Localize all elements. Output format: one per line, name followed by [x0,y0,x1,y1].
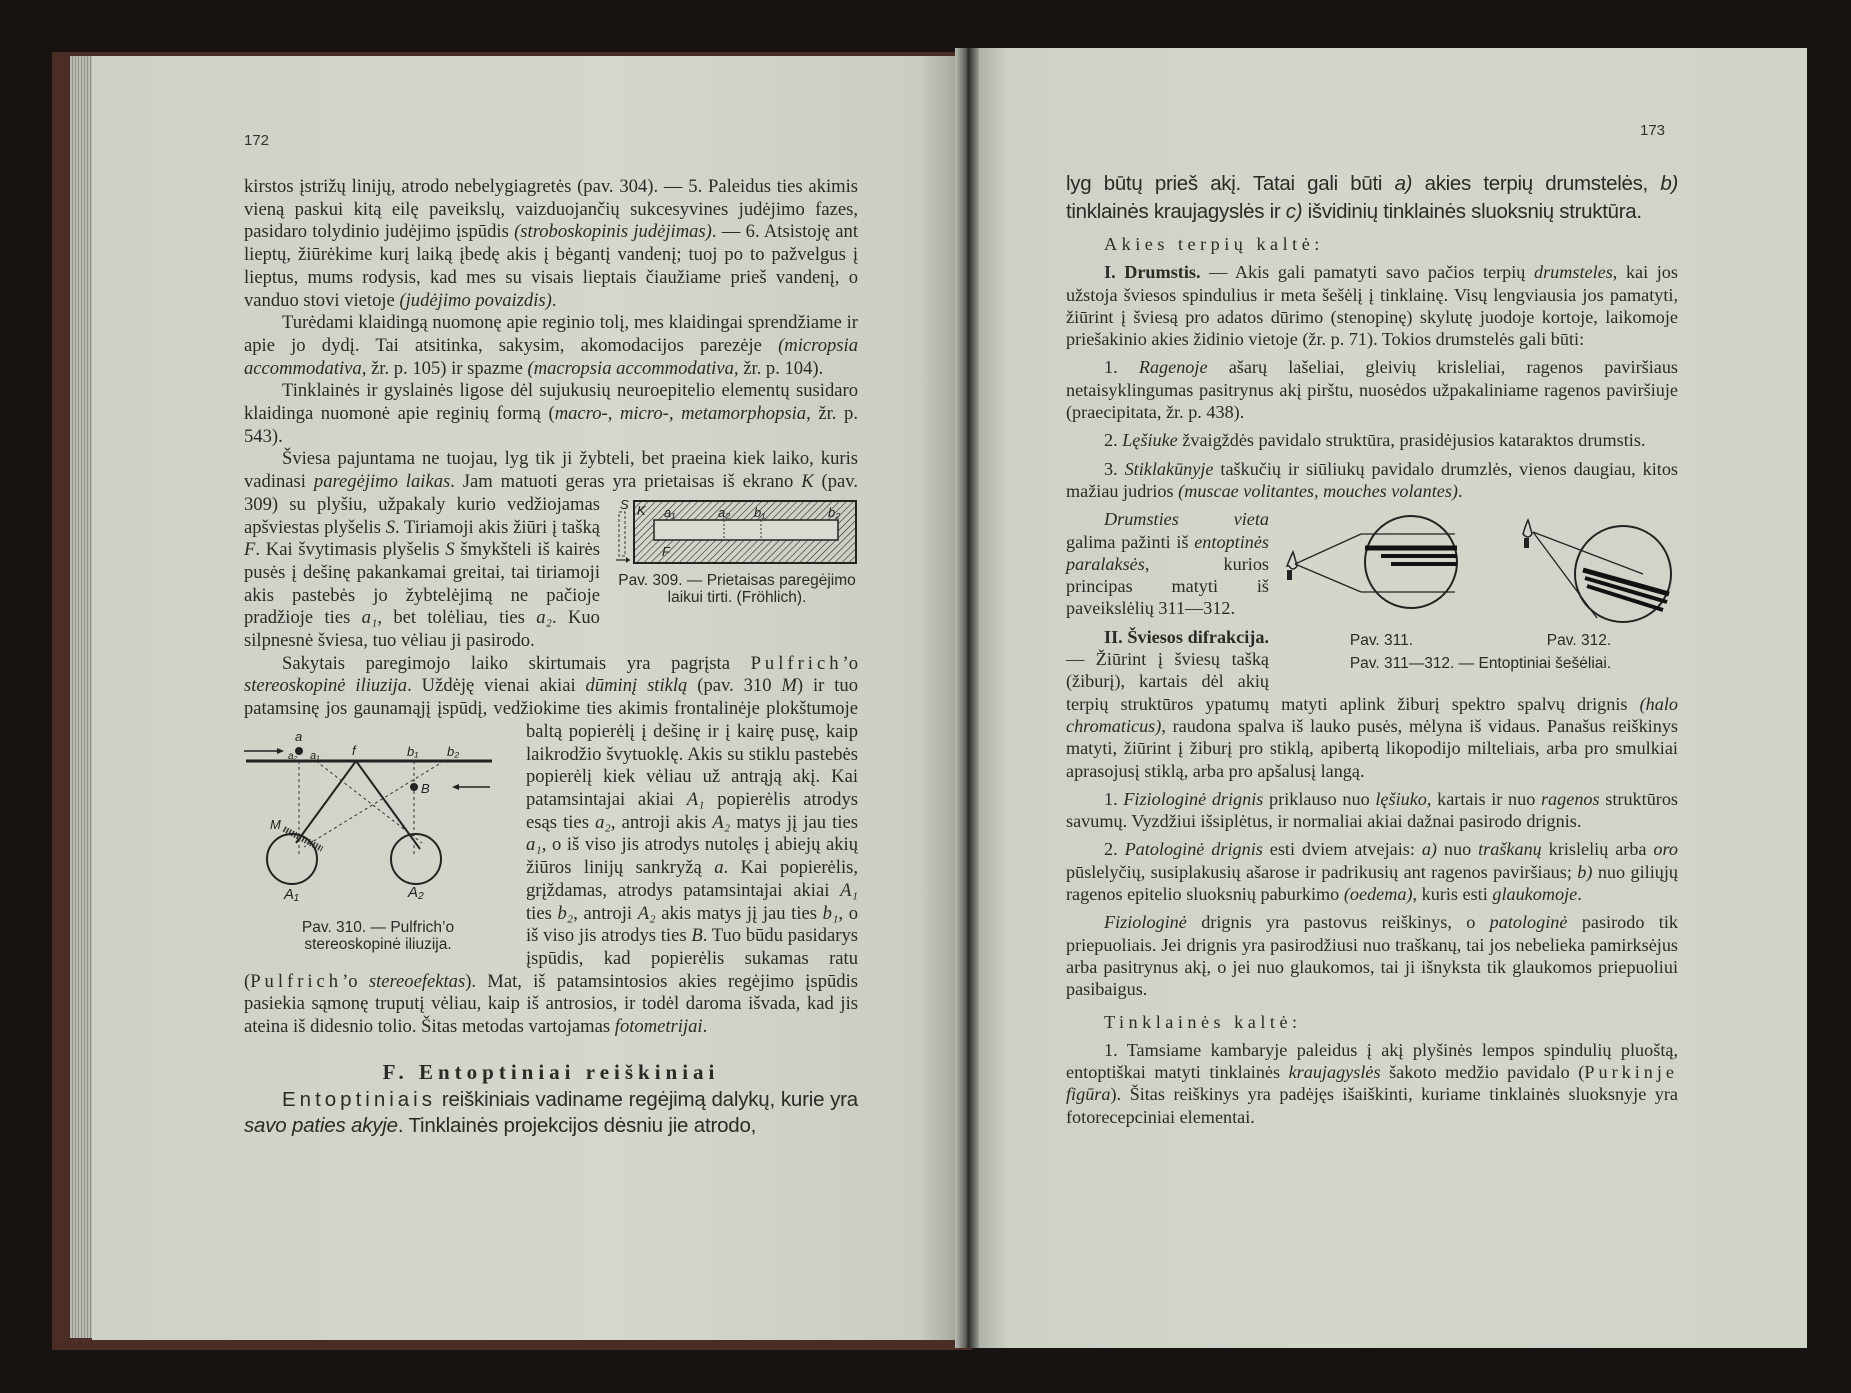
italic-text: A₂ [637,902,656,924]
spaced-text: Entoptiniais [282,1088,436,1112]
bold-text: II. Šviesos difrakcija. [1104,626,1269,647]
text: , o iš viso jis atrodys nutolęs į abiejų akių žiūros linijų sankryžą [526,834,858,879]
italic-text: stereoskopinė iliuzija [244,675,408,697]
paragraph [244,312,858,380]
italic-text: b₂ [557,902,574,924]
paragraph [1066,1039,1678,1128]
subsection-heading: Tinklainės kaltė: [1104,1011,1302,1032]
text: — Žiūrint į šviesų tašką (žiburį), kartais dėl akių terpių struktūros ypatumų matyti aplink žiburį spektro spalvų drignis [1066,649,1640,714]
text: plokštumoje baltą popierėlį į dešinę ir į kairę pusę, kaip laikrodžio švytuoklę. Akis su stiklu pastebės popierėlį kiek vėliau už antrąją akį. Kai patamsintajai akiai [526,698,858,810]
italic-text: savo paties akyje [244,1114,398,1138]
text: kirstos įstrižų linijų, atrodo nebelygiagretės (pav. 304). — 5. Paleidus ties akimis vieną paskui kitą eilę paveikslų, vaizduojančių sukcesyvines judėjimo fazes, pasidaro tolydinio judėjimo įspūdis [244,176,858,243]
spaced-text: Pulfrich [750,652,843,674]
spaced-text: Pulfrich [250,970,343,992]
text: 1. [1104,788,1124,809]
italic-text: a₂ [595,811,611,833]
text: 1. [1104,357,1139,378]
paragraph [1066,356,1678,423]
italic-text: a [714,857,724,879]
text: 1. Tamsiame kambaryje paleidus į akį plyšinės lempos spindulių pluoštą, entoptiškai matyti tinklainės [1066,1039,1678,1083]
figure-311-drawing [1287,516,1457,608]
text: . Kai švytimasis plyšelis [255,539,446,561]
text: . Tiriamoji akis žiūri į tašką [395,516,600,538]
slit [654,520,838,540]
italic-text: (macropsia accommodativa, [527,357,739,379]
text: reiškiniais vadiname regėjimą dalykų, kurie yra [435,1088,858,1112]
text: išvidinių tinklainės sluoksnių struktūra. [1302,199,1642,223]
italic-text: c) [1285,199,1303,223]
text: ). Mat, iš patamsintosios akies regėjimo įspūdis pasiekia sąmonę truputį vėliau, kaip iš antrosios, ir todėl daroma išvada, kad jis ateina iš didesnio tolio. Šitas metodas vartojamas [244,970,858,1038]
italic-text: A₂ [712,811,731,833]
pulfrich-diagram [244,731,506,901]
italic-text: glaukomoje [1492,884,1578,905]
text: nuo giliųjų ragenos epitelio sluoksnių paburkimo [1066,861,1678,905]
text: lyg būtų prieš akį. Tatai gali būti [1066,172,1395,195]
text: ) ir tuo patamsinę jos gaunamąjį įspūdį, vedžiokime ties akimis frontalinėje [244,675,858,720]
italic-text: ragenos [1540,788,1600,809]
italic-text: Fiziologinė drignis [1123,788,1264,809]
label-b: B [421,780,430,796]
italic-text: dūminį stiklą [585,675,688,697]
label-eye-a2: A₂ [408,883,424,901]
text: šakoto medžio pavidalo ( [1380,1062,1585,1083]
text: (pav. 309) su plyšiu, užpakaly kurio vedžiojamas apšviestas plyšelis [244,471,858,538]
italic-text: patologinė [1489,912,1568,933]
text: galima pažinti iš [1066,531,1195,552]
italic-text: paregėjimo laikas [313,471,451,493]
text: . Kai popierėlis, grįždamas, atrodys patamsintajai akiai [526,857,858,901]
text: (pav. 310 [687,675,782,697]
text: taškučių ir siūliukų pavidalo drumzlės, vienos daugiau, kitos mažiau judrios [1066,458,1679,501]
italic-text: drumsteles [1533,262,1613,283]
text: šmykšteli iš kairės pusės į dešinę pakankamai greitai, tai tiriamoji akis pastebės jo žybtelėjimą ne pačioje pradžioje ties [244,539,600,629]
section-heading: F. Entoptiniai reiškiniai [382,1059,720,1084]
label-b1: b₁ [407,743,419,759]
left-page-text [244,176,858,1139]
page-number-left: 172 [244,132,270,149]
italic-text: S [385,516,395,538]
text: ašarų lašeliai, gleivių krisleliai, ragenos paviršiaus netaisyklingumas pasitrynus akį pirštu, nuosėdos užpakaliniame ragenos paviršiuje (praecipitata, žr. p. 438). [1066,357,1679,423]
text: , žr. p. 543). [244,403,858,447]
page-number-right: 173 [1640,122,1666,139]
text: , antroji [573,902,638,924]
text: . Jam matuoti geras yra prietaisas iš ekrano [450,471,802,493]
subsection-heading: Akies terpių kaltė: [1104,234,1324,254]
bold-text: I. Drumstis. [1104,262,1201,283]
text: popierėlis atrodys esąs ties [526,788,858,833]
label-s: S [620,497,629,512]
flame-icon [1287,552,1297,569]
label-a1: a₁ [664,504,676,520]
eye-a2 [391,834,441,884]
flame-icon [1523,520,1532,537]
text: Sakytais paregimojo laiko skirtumais yra pagrįsta [282,652,751,674]
moving-slit-s [619,512,625,556]
paragraph [244,653,858,1039]
label-a2: a₂ [288,750,298,762]
italic-text: F [244,539,256,561]
italic-text: figūra [1066,1084,1111,1105]
italic-text: M [781,675,797,697]
italic-text: B [691,925,703,947]
text: . [1577,884,1582,905]
italic-text: b) [1577,861,1593,882]
figure-311-312-caption: Pav. 311—312. — Entoptiniai šešėliai. [1349,655,1612,673]
paragraph [1066,788,1678,833]
figure-311-312 [1283,514,1678,672]
italic-text: lęšiuko [1375,788,1427,809]
spaced-text: Purkinje [1584,1062,1678,1083]
text: . Tuo būdu pasidarys įspūdis, kad popierėlis sukamas ratu ( [244,925,858,992]
figure-labels-row [1283,632,1678,649]
figure-310 [244,731,512,953]
text: . Kuo silpnesnė šviesa, tuo vėliau ji pasirodo. [244,607,600,652]
text: , antroji akis [610,811,713,833]
text: ’o [342,970,369,992]
text: akies terpių drumstelės, [1412,172,1661,195]
italic-text: (oedema) [1343,884,1413,905]
text: pūslelyčių, susiplakusių ašarose ir padrikusių ant ragenos paviršiaus; [1066,861,1578,882]
italic-text: a₂ [536,607,552,629]
text: , raudona spalva iš lauko pusės, mėlyna iš vidaus. Panašus reiškinys matyti, žiūrint į žiburį pro stiklą, apibertą likopodijo milteliais, arba pro smulkiai aprasojusį stiklą, arba pro apšalusį langą. [1066,715,1678,781]
text: žr. p. 105) ir spazme [366,357,528,379]
text: , o iš viso jis atrodys ties [526,902,859,947]
italic-text: a) [1421,839,1437,860]
italic-text: Stiklakūnyje [1124,458,1214,479]
text: priklauso nuo [1263,788,1376,809]
figure-310-caption: Pav. 310. — Pulfrich’o stereoskopinė iliuzija. [301,918,455,953]
italic-text: a₁ [526,834,542,856]
text: . — 6. Atsistoję ant lieptų, žiūrėkime kurį laiką įbedę akis į bėgantį vandenį; tuoj po to pažvelgus į lieptus, mums rodysis, kad mes su visais lieptais čiaužiame prieš vandenį, o vanduo stovi vietoje [244,221,858,311]
italic-text: kraujagyslės [1288,1062,1381,1083]
figure-312-drawing [1523,520,1671,622]
label-b2: b₂ [828,504,841,520]
text: . Uždėję vienai akiai [407,675,586,697]
figure-312-label: Pav. 312. [1546,632,1612,650]
text: , kuris esti [1412,884,1493,905]
label-f: F [662,543,670,559]
italic-text: traškanų [1478,839,1542,860]
paragraph [1066,838,1678,905]
paragraph [1066,261,1678,350]
book-gutter [955,48,979,1348]
text: — Akis gali pamatyti savo pačios terpių [1200,262,1534,283]
italic-text: (halo chromaticus) [1066,693,1678,736]
text: tinklainės kraujagyslės ir [1066,199,1286,223]
italic-text: Fiziologinė [1104,912,1187,933]
slit-apparatus-diagram [616,498,858,566]
text: Tinklainės ir gyslainės ligose dėl sujukusių neuroepitelio elementų susidaro klaidinga nuomonė apie reginių formą ( [244,380,858,425]
italic-text: (micropsia accommodativa, [244,334,858,379]
italic-text: b₁ [822,902,839,924]
italic-text: entoptinės paralaksės [1066,531,1269,574]
text: krislelių arba [1541,839,1654,860]
eye-a1 [267,834,317,884]
paragraph [244,448,858,652]
paragraph [244,176,858,312]
italic-text: (muscae volitantes, mouches volantes) [1178,480,1458,501]
label-b2: b₂ [447,743,460,759]
italic-text: fotometrijai [614,1016,703,1038]
label-f: f [352,742,356,758]
text: . [551,289,557,311]
text: ). Šitas reiškinys yra padėjęs išaiškinti, kuriame tinklainės sluoksnyje yra fotorecepciniai elementai. [1066,1084,1678,1127]
italic-text: macro-, micro-, metamorphopsia [554,403,807,425]
italic-text: A₁ [686,788,705,810]
label-a: a [295,730,303,744]
italic-text: A₁ [840,879,858,901]
label-a2: a₂ [718,504,731,520]
text: Turėdami klaidingą nuomonę apie reginio tolį, mes klaidingai sprendžiame ir apie jo dydį. Tai atsitinka, sakysim, akomodacijos parezėje [244,312,858,356]
text: . [702,1016,708,1038]
text: 3. [1104,458,1125,479]
text: akis matys jį jau ties [655,902,823,924]
paragraph [1066,458,1678,503]
label-eye-a1: A₁ [284,885,299,901]
text: drignis yra pastovus reiškinys, o [1186,912,1490,933]
paragraph [1066,911,1678,1000]
figure-311-label: Pav. 311. [1349,632,1414,650]
italic-text: (judėjimo povaizdis) [399,289,552,311]
text: struktūros savumų. Vyzdžiui išsiplėtus, ir normaliai akiai dažnai pasirodo drignis. [1066,788,1679,832]
figure-309 [616,498,858,606]
text: , bet tolėliau, ties [377,607,537,629]
text: esti dviem atvejais: [1262,839,1422,860]
italic-text: Drumsties vieta [1104,509,1269,530]
text: ties [526,902,558,924]
text: , kartais ir nuo [1426,788,1541,809]
text: nuo [1436,839,1479,860]
italic-text: Patologinė drignis [1124,839,1263,860]
entoptic-shadows-diagram [1283,514,1678,626]
text: 2. [1104,839,1125,860]
paragraph [1066,429,1678,451]
italic-text: S [445,539,455,561]
italic-text: a) [1394,172,1413,195]
text: , kai jos užstoja šviesos spindulius ir meta šešėlį į tinklainę. Visų lengviausia jos pamatyti, žiūrint į šviesą pro adatos dūrimo (stenopinę) skylutę juodoje kortoje, laikomoje priešakinio akies židinio vietoje (žr. p. 71). Tokios drumstelės gali būti: [1066,262,1678,350]
text: pasirodo tik priepuoliais. Jei drignis yra pasirodžiusi nuo traškanų, tai jos nebelieka pamirksėjus arba pasitrynus akį, o jei nuo glaukomos, tai ji išnyksta tik glaukomos priepuoliui pasibaigus. [1066,912,1678,1000]
text: žr. p. 104). [738,357,824,379]
paragraph [244,1087,858,1139]
text: matys jį jau ties [730,811,858,833]
text: . Tinklainės projekcijos dėsniu jie atrodo, [397,1114,757,1138]
italic-text: oro [1653,839,1679,860]
figure-309-caption: Pav. 309. — Prietaisas paregėjimo laikui tirti. (Fröhlich). [618,571,856,606]
label-a1: a₁ [310,749,320,762]
right-page-text [1066,170,1678,1128]
label-m: M [270,816,281,832]
italic-text: K [801,471,814,493]
italic-text: a₁ [361,607,378,629]
label-k: K [637,502,646,518]
text: ’o [842,652,858,674]
paragraph [244,380,858,448]
italic-text: b) [1660,172,1679,195]
paragraph [1066,170,1678,225]
label-b1: b₁ [754,504,766,520]
text: , kurios principas matyti iš paveikslėlių 311—312. [1066,553,1269,619]
text: . [1457,480,1463,501]
text: 2. [1104,430,1123,451]
italic-text: Ragenoje [1138,357,1208,378]
text: žvaigždės pavidalo struktūra, prasidėjusios kataraktos drumstis. [1177,430,1646,451]
italic-text: stereoefektas [368,970,466,992]
italic-text: Lęšiuke [1122,430,1178,451]
italic-text: (stroboskopinis judėjimas) [514,221,712,243]
text: Šviesa pajuntama ne tuojau, lyg tik ji žybteli, bet praeina kiek laiko, kuris vadinasi [244,448,858,493]
